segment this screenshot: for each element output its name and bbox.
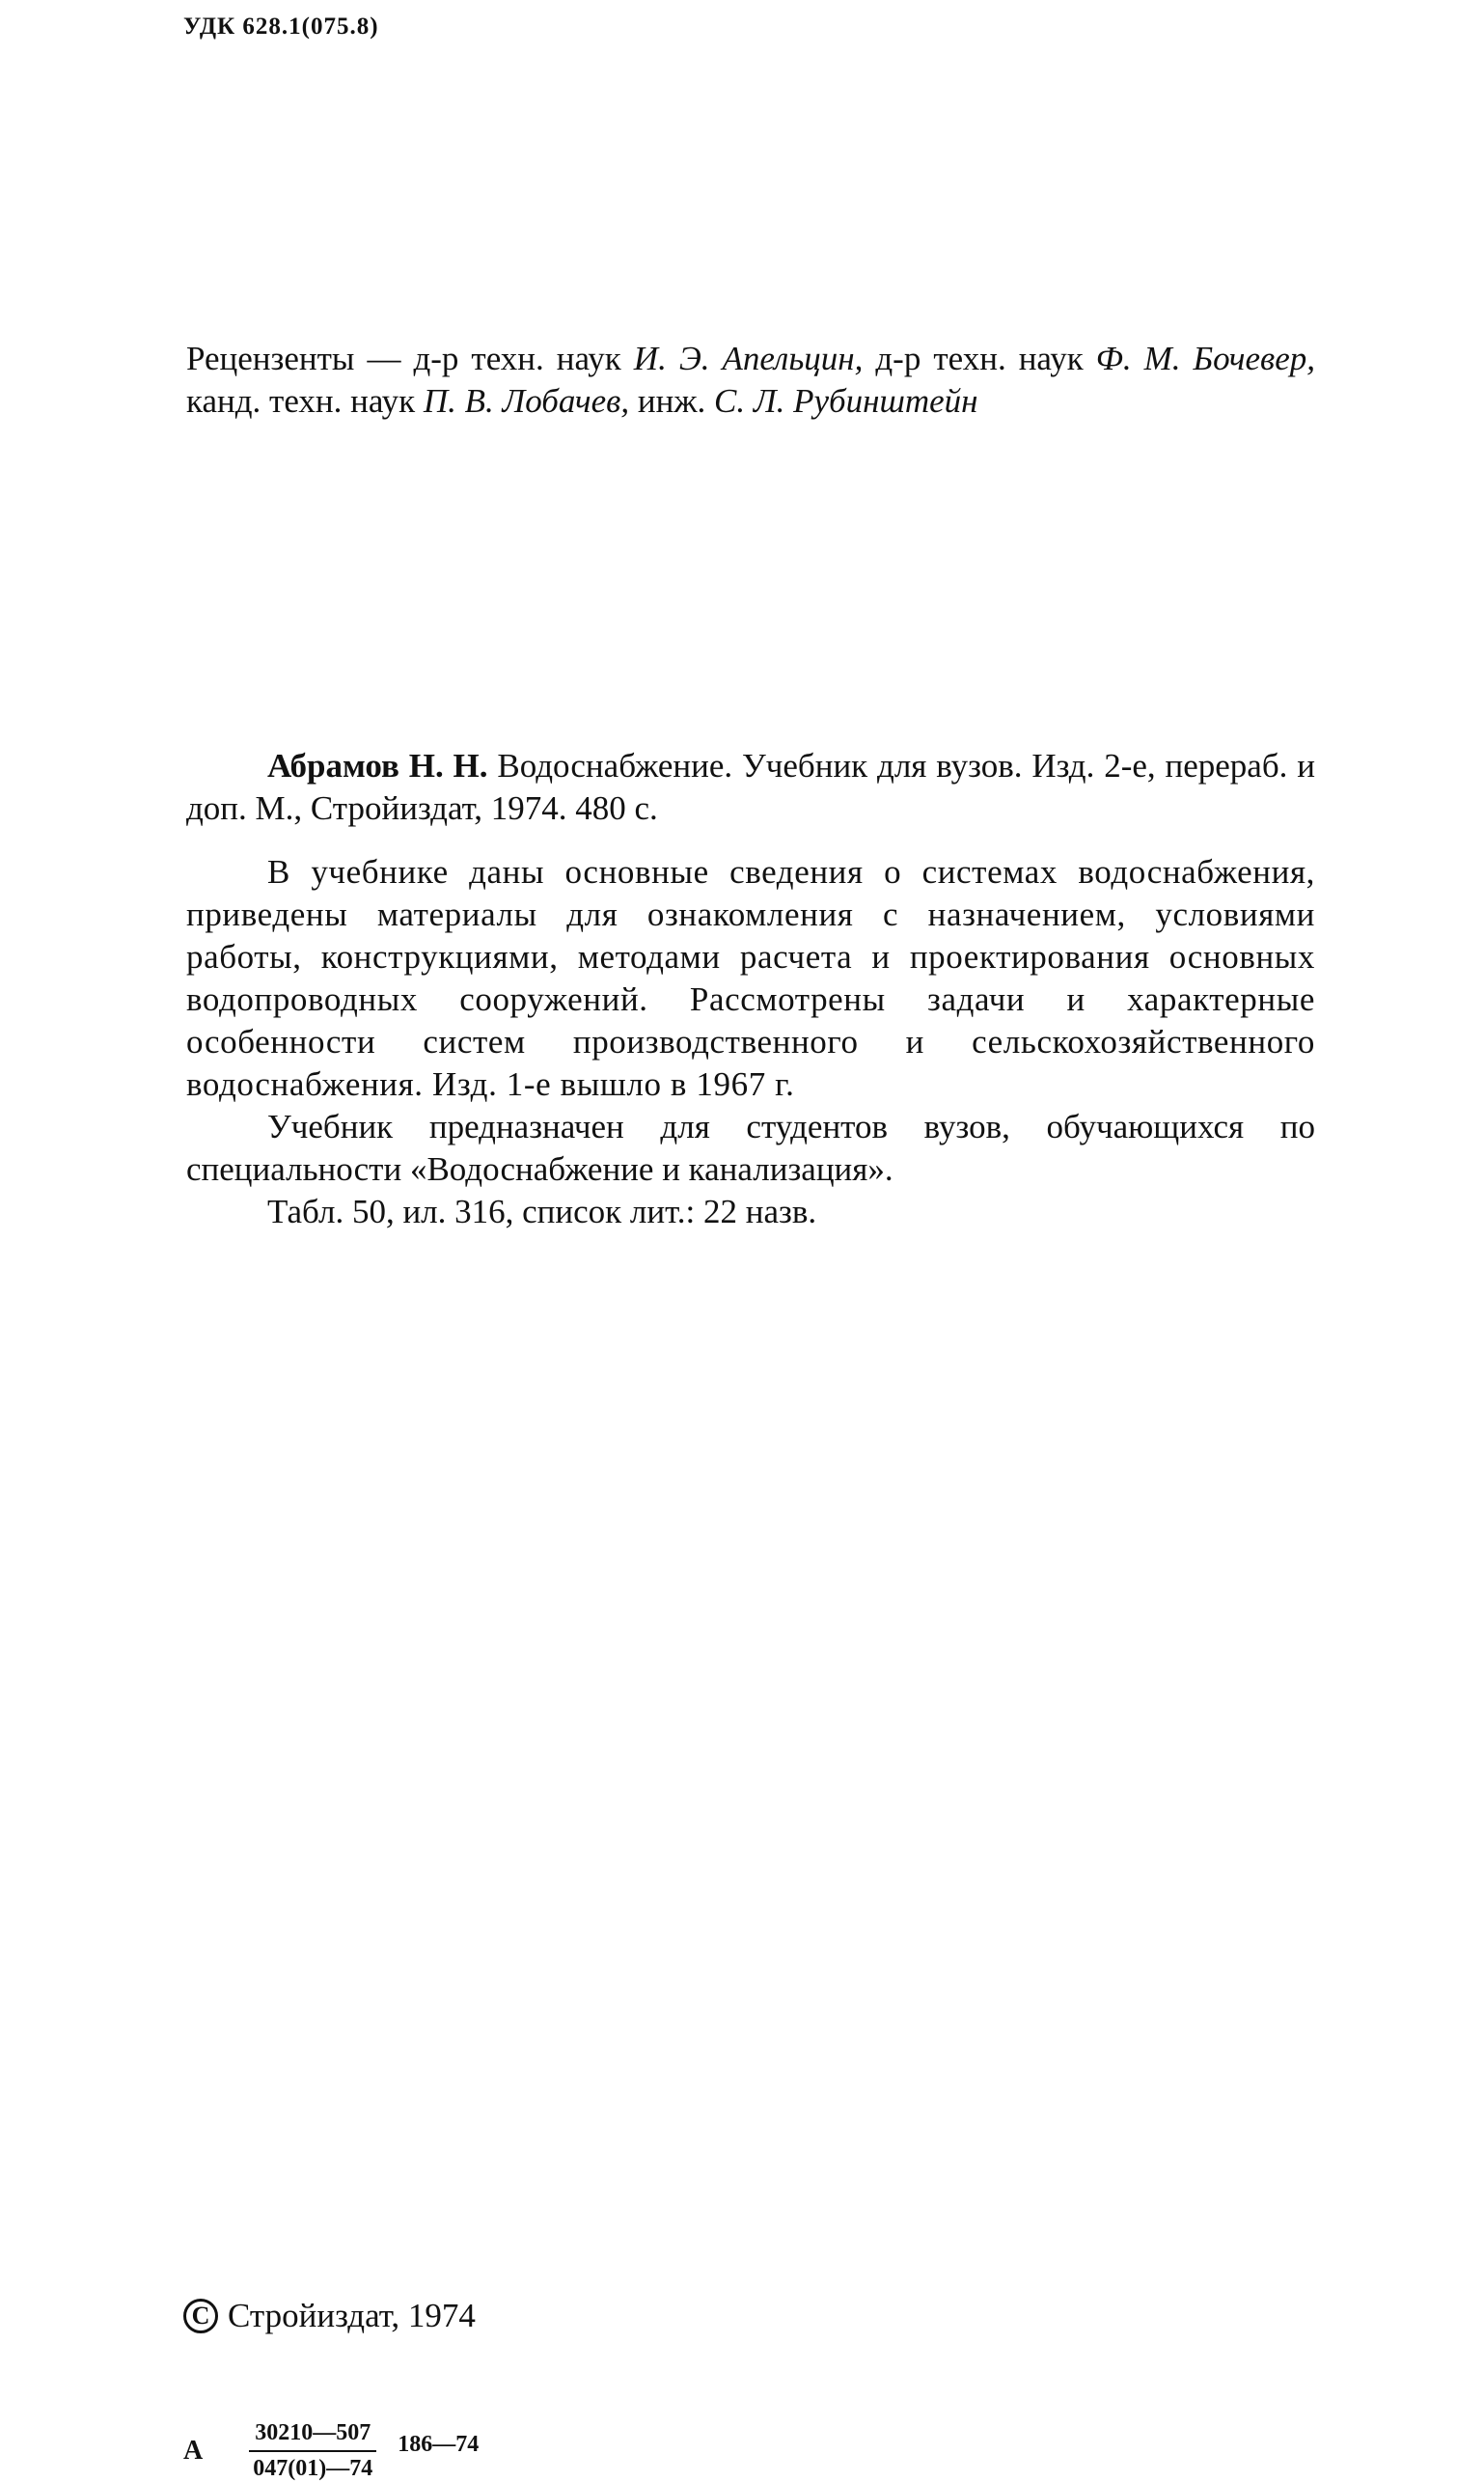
index-suffix: 186—74 (398, 2431, 480, 2457)
purpose-paragraph: Учебник предназначен для студентов вузов, обучающихся по специальности «Водоснабжение и канализация». (186, 1108, 1315, 1188)
copyright-icon: C (183, 2299, 218, 2333)
reviewer-name-2: Ф. М. Бочевер, (1095, 340, 1315, 377)
abstract-paragraph: В учебнике даны основные сведения о системах водоснабжения, приведены материалы для ознакомления с назначением, условиями работы, конструкциями, методами расчета и проектирования основных водопроводных сооружений. Рассмотрены задачи и характерные особенности систем производственного и сельскохозяйственного водоснабжения. Изд. 1-е вышло в 1967 г. (186, 853, 1315, 1103)
reviewer-name-4: С. Л. Рубинштейн (714, 382, 978, 420)
reviewers-paragraph (186, 338, 1315, 423)
author-name: Абрамов Н. Н. (267, 747, 488, 785)
index-letter: А (183, 2436, 204, 2466)
copyright-text: Стройиздат, 1974 (228, 2297, 476, 2334)
udk-code: УДК 628.1(075.8) (183, 14, 379, 40)
reviewers-degree-2: д-р техн. наук (863, 340, 1096, 377)
reviewer-name-1: И. Э. Апельцин, (633, 340, 864, 377)
reviewers-lead: Рецензенты — д-р техн. наук (186, 340, 634, 377)
bibliographic-record (186, 745, 1315, 830)
reviewer-name-3: П. В. Лобачев, (423, 382, 630, 420)
reviewers-degree-4: инж. (629, 382, 715, 420)
stats-line: Табл. 50, ил. 316, список лит.: 22 назв. (267, 1193, 817, 1230)
annotation-block (186, 745, 1315, 1233)
reviewers-degree-3: канд. техн. наук (186, 382, 424, 420)
publication-index (183, 2420, 479, 2482)
copyright-notice (183, 2297, 476, 2335)
bibliographic-description: Водоснабжение. Учебник для вузов. Изд. 2-е, перераб. и доп. М., Стройиздат, 1974. 480 с. (186, 747, 1315, 827)
index-fraction (247, 2420, 378, 2482)
index-denominator: 047(01)—74 (253, 2456, 373, 2481)
index-numerator: 30210—507 (249, 2420, 376, 2452)
